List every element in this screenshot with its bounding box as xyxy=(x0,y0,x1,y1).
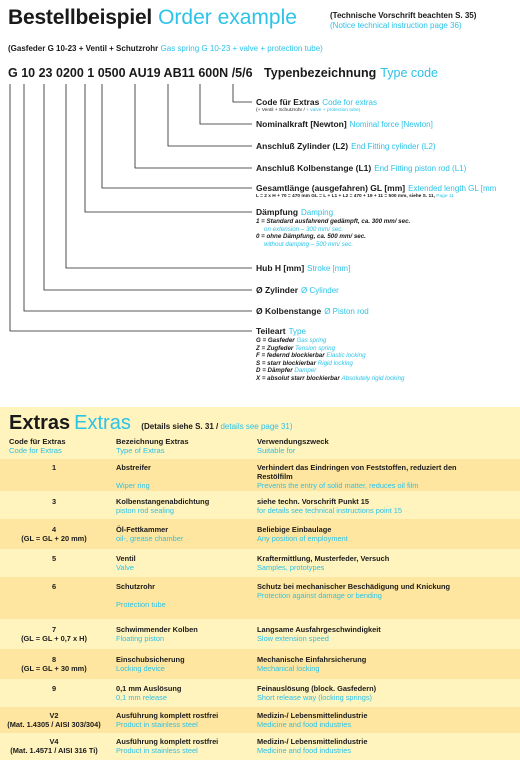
row-name-de: Öl-Fettkammer xyxy=(116,525,169,534)
part-type-item xyxy=(256,360,404,368)
label-extras-code: Code für Extras xyxy=(256,97,320,107)
row-name-en: oil-, grease chamber xyxy=(116,534,184,543)
row-use-de: Feinauslösung (block. Gasfedern) xyxy=(257,684,377,693)
table-row xyxy=(0,707,520,733)
label-rod-fitting: Anschluß Kolbenstange (L1) xyxy=(256,163,372,173)
code-segment-extras: /5/6 xyxy=(231,66,253,80)
leader-force xyxy=(200,84,252,124)
row-code-sub: (Mat. 1.4305 / AISI 303/304) xyxy=(7,720,101,729)
row-use-de: Beliebige Einbaulage xyxy=(257,525,332,534)
column-header-type xyxy=(116,437,189,455)
leader-rod-fitting xyxy=(135,84,252,168)
row-code: 7 xyxy=(51,625,57,634)
row-use-en: Prevents the entry of solid matter, reduces oil film xyxy=(257,481,419,490)
leader-damping xyxy=(85,84,252,212)
label-length-en: Extended length GL [mm xyxy=(408,184,497,193)
damping-option-0-en: without damping – 500 mm/ sec. xyxy=(264,240,354,248)
label-nominal-force: Nominalkraft [Newton] xyxy=(256,119,347,129)
note-english: (Notice technical instruction page 36) xyxy=(330,21,462,30)
table-row xyxy=(0,679,520,707)
code-segment-rod-dia: 10 xyxy=(21,66,36,80)
extras-title-german: Extras xyxy=(9,412,71,434)
row-code: 8 xyxy=(51,655,57,664)
row-use-en: Any position of employment xyxy=(257,534,348,543)
row-use-en: Samples, prototypes xyxy=(257,563,325,572)
annotation-length xyxy=(256,183,496,200)
row-name-en: Locking device xyxy=(116,664,165,673)
type-label-english: Type code xyxy=(380,66,438,80)
header-use-de: Verwendungszweck xyxy=(257,437,329,446)
row-code-sub: (GL = GL + 30 mm) xyxy=(21,664,87,673)
leader-part xyxy=(10,84,252,331)
table-row xyxy=(0,577,520,619)
header-code-en: Code for Extras xyxy=(9,446,62,455)
part-type-de: X = absolut starr blockierbar xyxy=(256,374,340,382)
row-code-sub: (Mat. 1.4571 / AISI 316 Ti) xyxy=(10,746,98,755)
example-english: Gas spring G 10-23 + valve + protection tube) xyxy=(160,44,323,53)
annotation-extras-code xyxy=(256,97,377,114)
code-segment-cyl-fitting: AB11 xyxy=(163,66,195,80)
label-damping-en: Damping xyxy=(301,208,334,217)
leader-stroke xyxy=(66,84,252,268)
annotation-part-type xyxy=(256,326,404,383)
row-name-en: Product in stainless steel xyxy=(116,720,198,729)
part-type-item xyxy=(256,352,404,360)
label-part-type-en: Type xyxy=(288,327,306,336)
label-cyl-dia: Ø Zylinder xyxy=(256,285,299,295)
row-name-de: Schwimmender Kolben xyxy=(116,625,198,634)
label-cyl-fitting-en: End Fitting cylinder (L2) xyxy=(351,142,436,151)
part-type-item xyxy=(256,367,404,375)
extras-note-german: (Details siehe S. 31 / xyxy=(141,422,219,431)
row-name-en: Wiper ring xyxy=(116,481,150,490)
part-type-item xyxy=(256,375,404,383)
row-code: V2 xyxy=(49,711,59,720)
annotation-rod-dia xyxy=(256,306,369,317)
row-name-de: Schutzrohr xyxy=(116,582,156,591)
row-use-en: Protection against damage or bending xyxy=(257,591,382,600)
row-name-en: Floating piston xyxy=(116,634,165,643)
row-code: 1 xyxy=(51,463,57,472)
code-segment-rod-fitting: AU19 xyxy=(128,66,161,80)
row-use-de: Medizin-/ Lebensmittelindustrie xyxy=(257,711,368,720)
header-code-de: Code für Extras xyxy=(9,437,66,446)
header-use-en: Suitable for xyxy=(257,446,296,455)
annotation-damping xyxy=(256,207,410,248)
part-type-de: S = starr blockierbar xyxy=(256,359,317,367)
label-extras-code-en: Code for extras xyxy=(322,98,377,107)
row-code: 4 xyxy=(51,525,57,534)
row-use-de: Verhindert das Eindringen von Feststoffen, reduziert den Restölfilm xyxy=(257,463,457,481)
label-damping: Dämpfung xyxy=(256,207,299,217)
row-use-de: Kraftermittlung, Musterfeder, Versuch xyxy=(257,554,390,563)
extras-details-note xyxy=(141,422,292,431)
label-rod-dia-en: Ø Piston rod xyxy=(324,307,369,316)
part-type-en: Elastic locking xyxy=(326,352,366,360)
part-type-de: Z = Zugfeder xyxy=(256,344,294,352)
annotation-stroke xyxy=(256,263,350,274)
row-name-de: Kolbenstangenabdichtung xyxy=(116,497,210,506)
extras-note-english: details see page 31) xyxy=(220,422,293,431)
type-label-german: Typenbezeichnung xyxy=(264,66,377,80)
code-segment-force: 600N xyxy=(198,66,229,80)
table-row xyxy=(0,459,520,491)
row-use-de: siehe techn. Vorschrift Punkt 15 xyxy=(257,497,369,506)
part-type-en: Damper xyxy=(294,367,317,375)
label-part-type: Teileart xyxy=(256,326,286,336)
part-type-en: Absolutely rigid locking xyxy=(341,374,405,382)
row-name-en: 0,1 mm release xyxy=(116,693,167,702)
table-row xyxy=(0,491,520,519)
leader-cyl-fitting xyxy=(168,84,252,146)
table-row xyxy=(0,619,520,649)
extras-title xyxy=(9,412,293,435)
row-name-de: Einschubsicherung xyxy=(116,655,185,664)
row-code: V4 xyxy=(49,737,59,746)
title-german: Bestellbeispiel xyxy=(8,6,153,29)
label-length: Gesamtlänge (ausgefahren) GL [mm] xyxy=(256,183,406,193)
extras-code-note: (+ Ventil + Schutzrohr / xyxy=(256,108,305,113)
part-type-de: D = Dämpfer xyxy=(256,367,293,375)
extras-table xyxy=(0,407,520,760)
leader-extras xyxy=(233,84,252,102)
label-nominal-force-en: Nominal force [Newton] xyxy=(349,120,433,129)
row-name-de: Ausführung komplett rostfrei xyxy=(116,737,219,746)
row-use-en: for details see technical instructions point 15 xyxy=(257,506,403,515)
label-rod-fitting-en: End Fitting piston rod (L1) xyxy=(374,164,467,173)
table-row xyxy=(0,549,520,577)
table-row xyxy=(0,519,520,549)
damping-option-1: 1 = Standard ausfahrend gedämpft, ca. 300 mm/ sec. xyxy=(256,218,411,225)
part-type-de: F = federnd blockierbar xyxy=(256,352,325,360)
row-name-en: Valve xyxy=(116,563,134,572)
row-name-de: Ventil xyxy=(116,554,136,563)
leader-rod-dia xyxy=(24,84,252,311)
annotation-cyl-fitting xyxy=(256,141,436,152)
label-rod-dia: Ø Kolbenstange xyxy=(256,306,322,316)
part-type-item xyxy=(256,345,404,353)
part-type-en: Rigid locking xyxy=(317,359,353,367)
column-header-code xyxy=(9,437,66,455)
row-name-de: Ausführung komplett rostfrei xyxy=(116,711,219,720)
row-use-en: Medicine and food industries xyxy=(257,746,352,755)
extras-title-english: Extras xyxy=(74,412,131,434)
row-name-en: Protection tube xyxy=(116,600,166,609)
row-code: 5 xyxy=(51,554,57,563)
part-type-en: Tension spring xyxy=(295,344,336,352)
note-german: (Technische Vorschrift beachten S. 35) xyxy=(330,11,477,20)
label-cyl-dia-en: Ø Cylinder xyxy=(301,286,339,295)
row-use-de: Medizin-/ Lebensmittelindustrie xyxy=(257,737,368,746)
row-name-en: piston rod sealing xyxy=(116,506,174,515)
part-type-de: G = Gasfeder xyxy=(256,337,295,344)
damping-option-1-en: on extension – 300 mm/ sec. xyxy=(264,225,344,233)
header-type-de: Bezeichnung Extras xyxy=(116,437,189,446)
column-header-use xyxy=(257,437,329,455)
row-code: 6 xyxy=(51,582,57,591)
extras-code-note-en: + valve + protection tube) xyxy=(306,108,361,113)
leader-cyl-dia xyxy=(44,84,252,290)
title-english: Order example xyxy=(158,6,297,29)
table-row xyxy=(0,733,520,760)
row-name-de: Abstreifer xyxy=(116,463,151,472)
row-code: 3 xyxy=(51,497,57,506)
row-name-en: Product in stainless steel xyxy=(116,746,198,755)
code-segment-part: G xyxy=(8,66,18,80)
row-use-en: Slow extension speed xyxy=(257,634,329,643)
row-use-de: Langsame Ausfahrgeschwindigkeit xyxy=(257,625,381,634)
leader-length xyxy=(102,84,252,188)
row-name-de: 0,1 mm Auslösung xyxy=(116,684,182,693)
part-type-item xyxy=(256,337,404,345)
label-stroke-en: Stroke [mm] xyxy=(307,264,351,273)
code-segment-stroke: 0200 xyxy=(56,66,84,80)
row-code-sub: (GL = GL + 20 mm) xyxy=(21,534,87,543)
damping-option-0: 0 = ohne Dämpfung, ca. 500 mm/ sec. xyxy=(256,233,366,241)
annotation-rod-fitting xyxy=(256,163,466,174)
row-use-en: Short release way (locking springs) xyxy=(257,693,373,702)
row-use-de: Schutz bei mechanischer Beschädigung und Knickung xyxy=(257,582,451,591)
annotation-nominal-force xyxy=(256,119,433,130)
length-formula: L = 2 x H + 70 = 470 mm GL = L + L1 + L2 = 470 + 19 + 11 = 500 mm, siehe S. 11, xyxy=(256,194,435,199)
example-german: (Gasfeder G 10-23 + Ventil + Schutzrohr xyxy=(8,44,159,53)
code-segment-length: 0500 xyxy=(97,66,126,80)
code-segment-cyl-dia: 23 xyxy=(38,66,53,80)
row-code: 9 xyxy=(51,684,57,693)
row-use-en: Medicine and food industries xyxy=(257,720,352,729)
annotation-cyl-dia xyxy=(256,285,339,296)
length-formula-en: Page 11 xyxy=(436,194,454,199)
row-use-en: Mechanical locking xyxy=(257,664,320,673)
header-type-en: Type of Extras xyxy=(116,446,165,455)
code-segment-damping: 1 xyxy=(87,66,95,80)
part-type-en: Gas spring xyxy=(296,337,327,344)
table-row xyxy=(0,649,520,679)
label-stroke: Hub H [mm] xyxy=(256,263,305,273)
row-code-sub: (GL = GL + 0,7 x H) xyxy=(21,634,87,643)
row-use-de: Mechanische Einfahrsicherung xyxy=(257,655,367,664)
label-cyl-fitting: Anschluß Zylinder (L2) xyxy=(256,141,349,151)
